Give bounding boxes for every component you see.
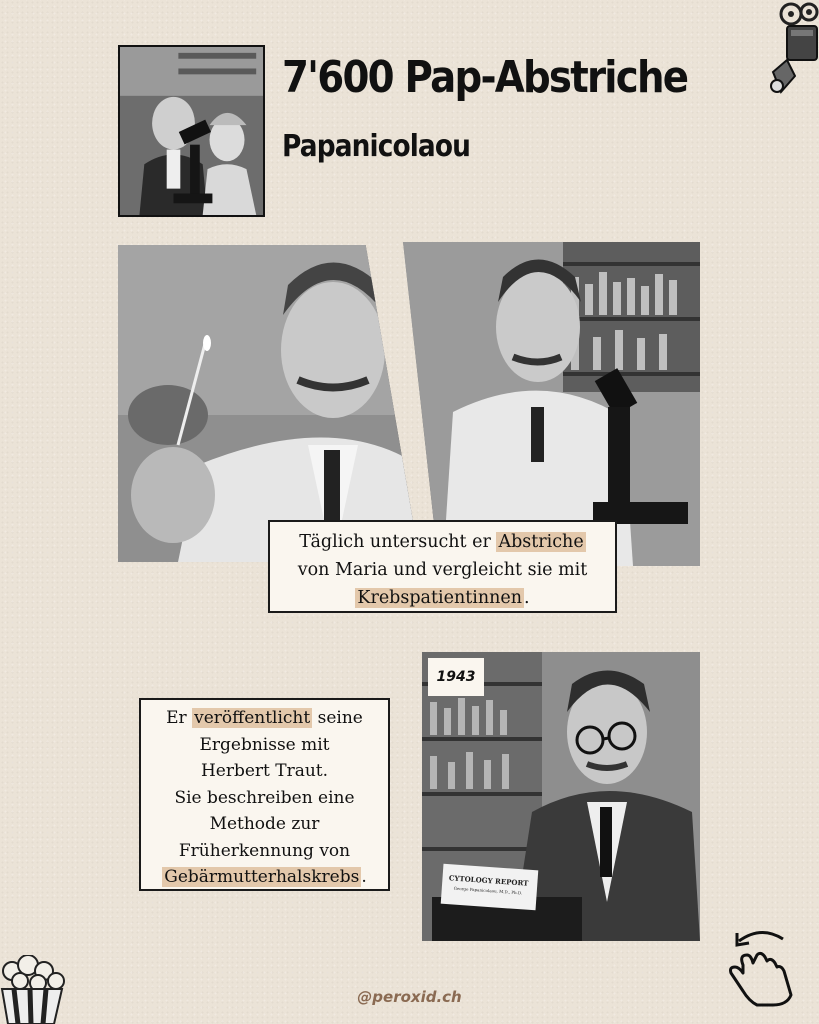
caption-2-text: Methode zur — [209, 814, 320, 834]
page-subtitle: Papanicolaou — [282, 129, 471, 164]
caption-2-text: . — [361, 867, 367, 887]
film-camera-icon — [765, 0, 819, 98]
year-badge: 1943 — [428, 658, 484, 696]
caption-1-text: Täglich untersucht er — [299, 532, 497, 552]
footer-handle: @peroxid.ch — [357, 988, 462, 1006]
report-card — [439, 867, 538, 914]
caption-2-text: Sie beschreiben eine — [174, 787, 355, 808]
header-photo — [118, 45, 265, 217]
highlight-abstriche: Abstriche — [498, 532, 584, 552]
caption-1-text: . — [524, 588, 530, 608]
report-card-line: George Papanicolaou, M.D., Ph.D. — [453, 885, 523, 896]
photo-microscope — [403, 242, 700, 566]
caption-1-text: von Maria und vergleicht sie mit — [297, 560, 588, 580]
highlight-krebspatientinnen: Krebspatientinnen — [357, 588, 523, 608]
highlight-veroeffentlicht: veröffentlicht — [194, 708, 311, 728]
caption-2-text: seine — [312, 708, 363, 728]
caption-2-text: Ergebnisse mit — [199, 734, 330, 755]
highlight-gebaermutterhalskrebs: Gebärmutterhalskrebs — [164, 867, 360, 887]
report-card-title: CYTOLOGY REPORT — [448, 873, 529, 888]
photo-swab — [118, 245, 420, 562]
caption-daily-examination — [268, 520, 617, 613]
caption-2-text: Herbert Traut. — [200, 761, 329, 781]
caption-2-text: Früherkennung von — [178, 840, 351, 861]
page-title: 7'600 Pap-Abstriche — [282, 52, 688, 103]
caption-publication — [139, 698, 390, 891]
caption-2-text: Er — [166, 708, 193, 728]
